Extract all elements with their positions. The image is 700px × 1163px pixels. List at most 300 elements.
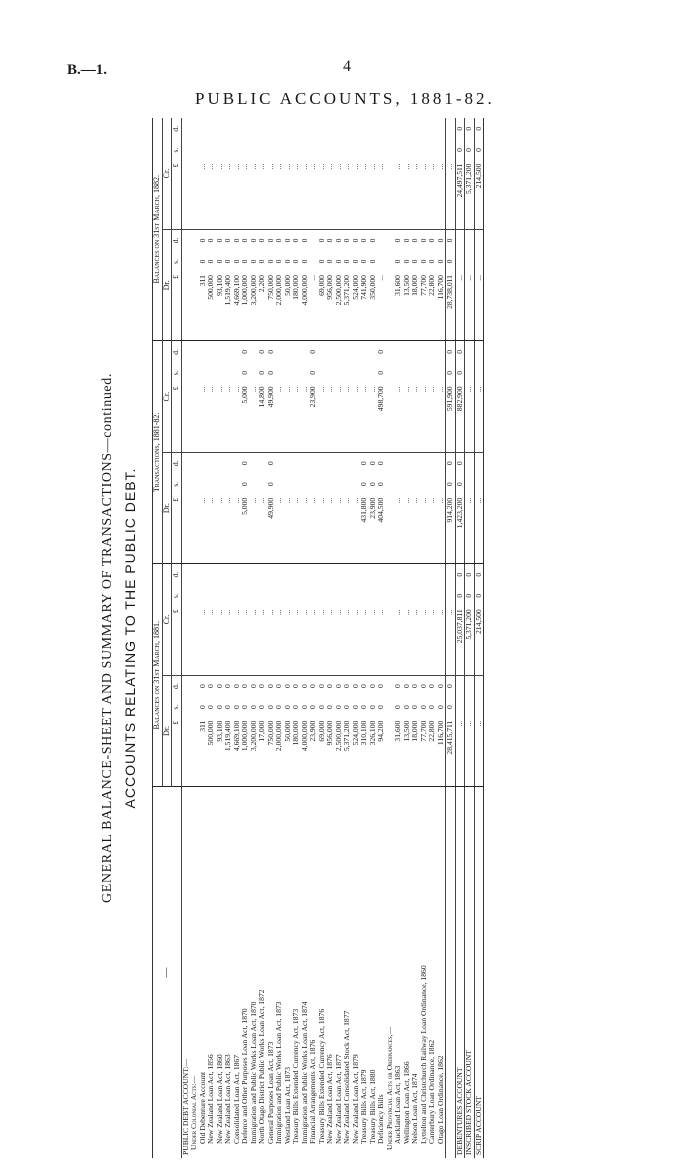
amount-cell: 25,037,811	[455, 606, 465, 675]
amount-cell: ...	[301, 161, 310, 230]
amount-cell: 5,371,200	[343, 272, 352, 341]
provincial-heading: Under Provincial Acts or Ordinances,—	[384, 1026, 394, 1150]
shillings-cell: 0	[282, 259, 292, 264]
amount-cell: 13,500	[403, 272, 412, 341]
amount-cell: ...	[369, 606, 378, 675]
amount-cell: 750,000	[267, 718, 276, 787]
shillings-cell: 0	[455, 585, 465, 606]
amount-cell: 69,000	[318, 718, 327, 787]
pence-cell: 0	[274, 684, 283, 689]
amount-cell: ...	[446, 606, 456, 675]
amount-cell: ...	[216, 161, 225, 230]
amount-cell: 18,000	[411, 272, 420, 341]
pence-cell: 0	[418, 684, 428, 689]
amount-cell: ...	[207, 383, 216, 452]
amount-cell: ...	[224, 383, 233, 452]
row-label: Treasury Bills Act, 1880	[367, 1069, 377, 1144]
shillings-cell: 0	[418, 259, 428, 264]
amount-cell: ...	[437, 161, 446, 230]
shillings-cell: 0	[350, 705, 360, 709]
amount-cell: 310,100	[360, 718, 369, 787]
shillings-cell: 0	[197, 259, 207, 264]
amount-cell: ...	[335, 606, 344, 675]
pence-cell: 0	[401, 684, 411, 689]
pence-cell: 0	[342, 238, 351, 243]
unit-pence: d.	[171, 571, 180, 578]
shillings-cell: 0	[455, 139, 465, 160]
amount-cell: ...	[394, 606, 403, 675]
shillings-cell: 0	[308, 370, 317, 375]
table-row	[377, 118, 386, 1158]
row-label: Immigration and Public Works Loan Act, 1873	[274, 1001, 283, 1144]
pence-cell: 0	[333, 238, 343, 243]
shillings-cell: 0	[316, 259, 326, 264]
shillings-cell: 0	[446, 696, 456, 717]
row-label: New Zealand Loan Act, 1876	[325, 1054, 334, 1144]
pence-cell: 0	[214, 684, 224, 689]
unit-pence: d.	[171, 683, 180, 689]
unit-pound: £	[172, 495, 182, 564]
amount-cell: 914,200	[446, 495, 456, 564]
pence-cell: 0	[446, 230, 456, 251]
amount-cell: ...	[360, 383, 369, 452]
pence-cell: 0	[367, 684, 377, 689]
shillings-cell: 0	[401, 705, 411, 709]
amount-cell: ...	[318, 495, 327, 564]
amount-cell: ...	[207, 606, 216, 675]
amount-cell: ...	[437, 383, 446, 452]
amount-cell: 22,800	[428, 718, 437, 787]
amount-cell: 180,000	[292, 272, 301, 341]
amount-cell: ...	[411, 606, 420, 675]
amount-cell: ...	[474, 495, 484, 564]
table-row	[352, 118, 361, 1158]
row-label: Otago Loan Ordinance, 1862	[435, 1055, 445, 1144]
amount-cell: ...	[394, 383, 403, 452]
shillings-cell: 0	[435, 259, 445, 264]
shillings-cell: 0	[367, 705, 377, 709]
shillings-cell: 0	[427, 259, 436, 264]
unit-pound: £	[172, 272, 182, 341]
amount-cell: 591,900	[446, 383, 456, 452]
row-label: New Zealand Loan Act, 1860	[214, 1054, 224, 1144]
shillings-cell: 0	[240, 370, 249, 375]
row-label: Nelson Loan Act, 1874	[410, 1073, 419, 1144]
pence-cell: 0	[257, 684, 266, 689]
pence-cell: 0	[465, 118, 475, 139]
pence-cell: 0	[257, 349, 266, 354]
table-row	[360, 118, 369, 1158]
pence-cell: 0	[248, 238, 258, 243]
amount-cell: 77,700	[420, 718, 429, 787]
shillings-cell: 0	[455, 474, 465, 495]
amount-cell: ...	[428, 495, 437, 564]
group-header-transactions: Transactions, 1881-82.	[153, 341, 163, 564]
amount-cell: ...	[465, 495, 475, 564]
pence-cell: 0	[393, 684, 402, 689]
pence-cell: 0	[325, 238, 334, 243]
amount-cell: ...	[326, 606, 335, 675]
shillings-cell: 0	[474, 585, 484, 606]
shillings-cell: 0	[435, 705, 445, 709]
row-label: New Zealand Loan Act, 1877	[333, 1054, 343, 1144]
pence-cell: 0	[223, 684, 232, 689]
table-row	[301, 118, 310, 1158]
row-label: Westland Loan Act, 1873	[282, 1067, 292, 1144]
amount-cell: ...	[455, 272, 465, 341]
shillings-cell: 0	[316, 705, 326, 709]
amount-cell: ...	[465, 718, 475, 787]
amount-cell: ...	[241, 161, 250, 230]
amount-cell: ...	[403, 383, 412, 452]
amount-cell: 49,900	[267, 495, 276, 564]
shillings-cell: 0	[274, 259, 283, 264]
amount-cell: 4,000,000	[301, 718, 310, 787]
table-row	[318, 118, 327, 1158]
shillings-cell: 0	[206, 259, 215, 264]
amount-cell: ...	[309, 272, 318, 341]
row-label: Immigration and Public Works Loan Act, 1874	[299, 1001, 309, 1144]
amount-cell: ...	[420, 161, 429, 230]
shillings-cell: 0	[325, 259, 334, 264]
unit-pound: £	[172, 161, 182, 230]
row-label: Defence and Other Purposes Loan Act, 1870	[240, 1008, 249, 1144]
pence-cell: 0	[214, 238, 224, 243]
row-label: Immigration and Public Works Loan Act, 1870	[248, 1001, 258, 1144]
amount-cell: 1,519,400	[224, 272, 233, 341]
pence-cell: 0	[446, 675, 456, 696]
amount-cell: 500,000	[207, 272, 216, 341]
shillings-cell: 0	[376, 482, 385, 487]
amount-cell: 2,200	[258, 272, 267, 341]
row-label: New Zealand Consolidated Stock Act, 1877	[342, 1010, 351, 1144]
pence-cell: 0	[274, 238, 283, 243]
amount-cell: ...	[369, 161, 378, 230]
shillings-cell: 0	[455, 362, 465, 383]
amount-cell: 741,900	[360, 272, 369, 341]
unit-shillings: s.	[171, 704, 180, 710]
amount-cell: ...	[250, 161, 259, 230]
amount-cell: ...	[411, 161, 420, 230]
col-b1-cr: Cr.	[162, 564, 172, 675]
unit-pence: d.	[171, 460, 180, 467]
shillings-cell: 0	[291, 259, 300, 264]
amount-cell: 498,700	[377, 383, 386, 452]
amount-cell: 17,000	[258, 718, 267, 787]
shillings-cell: 0	[350, 259, 360, 264]
unit-pound: £	[172, 718, 182, 787]
amount-cell: 49,900	[267, 383, 276, 452]
amount-cell: ...	[292, 161, 301, 230]
amount-cell: ...	[335, 161, 344, 230]
unit-shillings: s.	[171, 593, 180, 599]
amount-cell: ...	[360, 606, 369, 675]
amount-cell: 28,415,711	[446, 718, 456, 787]
shillings-cell: 0	[446, 362, 456, 383]
amount-cell: 214,500	[474, 606, 484, 675]
amount-cell: ...	[233, 606, 242, 675]
group-header-1882: Balances on 31st March, 1882.	[153, 118, 163, 341]
shillings-cell: 0	[376, 370, 385, 375]
balance-sheet	[100, 118, 615, 1158]
amount-cell: 1,519,400	[224, 718, 233, 787]
amount-cell: 350,000	[369, 272, 378, 341]
amount-cell: 13,500	[403, 718, 412, 787]
amount-cell: 24,497,511	[455, 161, 465, 230]
amount-cell: 4,000,000	[301, 272, 310, 341]
amount-cell: 750,000	[267, 272, 276, 341]
amount-cell: ...	[394, 495, 403, 564]
account-row	[474, 118, 484, 1158]
amount-cell: ...	[343, 161, 352, 230]
shillings-cell: 0	[231, 259, 241, 264]
pence-cell: 0	[427, 684, 436, 689]
amount-cell: ...	[474, 272, 484, 341]
amount-cell: 311	[199, 718, 208, 787]
pence-cell: 0	[206, 684, 215, 689]
amount-cell: ...	[292, 383, 301, 452]
amount-cell: ...	[326, 161, 335, 230]
amount-cell: 116,700	[437, 272, 446, 341]
amount-cell: 22,800	[428, 272, 437, 341]
row-label: Old Debenture Account	[197, 1071, 207, 1144]
pence-cell: 0	[350, 238, 360, 243]
shillings-cell: 0	[206, 705, 215, 709]
pence-cell: 0	[240, 349, 249, 354]
amount-cell: 50,000	[284, 272, 293, 341]
pence-cell: 0	[435, 238, 445, 243]
table-row	[216, 118, 225, 1158]
amount-cell: ...	[420, 495, 429, 564]
pence-cell: 0	[231, 684, 241, 689]
shillings-cell: 0	[446, 251, 456, 272]
amount-cell: ...	[437, 606, 446, 675]
amount-cell: ...	[275, 606, 284, 675]
amount-cell: ...	[428, 161, 437, 230]
totals-row	[446, 118, 456, 1158]
amount-cell: ...	[258, 606, 267, 675]
amount-cell: ...	[428, 606, 437, 675]
amount-cell: 431,800	[360, 495, 369, 564]
pence-cell: 0	[231, 238, 241, 243]
row-label: Treasury Bills Act, 1879	[359, 1069, 368, 1144]
amount-cell: ...	[455, 718, 465, 787]
amount-cell: ...	[275, 495, 284, 564]
pence-cell: 0	[265, 461, 275, 466]
amount-cell: ...	[352, 495, 361, 564]
amount-cell: ...	[216, 606, 225, 675]
shillings-cell: 0	[325, 705, 334, 709]
amount-cell: ...	[301, 495, 310, 564]
shillings-cell: 0	[248, 259, 258, 264]
shillings-cell: 0	[265, 370, 275, 375]
amount-cell: 31,600	[394, 272, 403, 341]
pence-cell: 0	[465, 564, 475, 585]
account-row	[465, 118, 475, 1158]
pence-cell: 0	[308, 349, 317, 354]
pence-cell: 0	[418, 238, 428, 243]
amount-cell: ...	[284, 606, 293, 675]
table-row	[258, 118, 267, 1158]
pence-cell: 0	[316, 238, 326, 243]
pence-cell: 0	[265, 349, 275, 354]
pence-cell: 0	[257, 238, 266, 243]
amount-cell: ...	[318, 161, 327, 230]
table-row	[284, 118, 293, 1158]
amount-cell: ...	[428, 383, 437, 452]
pence-cell: 0	[240, 238, 249, 243]
amount-cell: 77,700	[420, 272, 429, 341]
amount-cell: ...	[224, 495, 233, 564]
amount-cell: 93,100	[216, 272, 225, 341]
pence-cell: 0	[401, 238, 411, 243]
pence-cell: 0	[376, 684, 385, 689]
amount-cell: ...	[267, 161, 276, 230]
amount-cell: ...	[301, 383, 310, 452]
pence-cell: 0	[455, 564, 465, 585]
amount-cell: 326,100	[369, 718, 378, 787]
shillings-cell: 0	[265, 482, 275, 487]
public-debt-table	[152, 118, 484, 1158]
amount-cell: ...	[241, 606, 250, 675]
pence-cell: 0	[410, 238, 419, 243]
amount-cell: ...	[411, 495, 420, 564]
pence-cell: 0	[333, 684, 343, 689]
amount-cell: ...	[275, 161, 284, 230]
amount-cell: ...	[411, 383, 420, 452]
amount-cell: ...	[258, 495, 267, 564]
pence-cell: 0	[455, 452, 465, 473]
pence-cell: 0	[342, 684, 351, 689]
amount-cell: 3,200,000	[250, 718, 259, 787]
amount-cell: ...	[199, 495, 208, 564]
pence-cell: 0	[367, 238, 377, 243]
row-label: Financial Arrangements Act, 1876	[308, 1039, 317, 1144]
shillings-cell: 0	[367, 482, 377, 487]
shillings-cell: 0	[393, 259, 402, 264]
shillings-cell: 0	[299, 705, 309, 709]
pence-cell: 0	[223, 238, 232, 243]
table-row	[437, 118, 446, 1158]
pence-cell: 0	[367, 461, 377, 466]
amount-cell: 2,000,000	[275, 272, 284, 341]
amount-cell: ...	[309, 161, 318, 230]
account-label: INSCRIBED STOCK ACCOUNT	[465, 787, 475, 1158]
amount-cell: ...	[318, 606, 327, 675]
shillings-cell: 0	[257, 370, 266, 375]
shillings-cell: 0	[342, 259, 351, 264]
shillings-cell: 0	[446, 474, 456, 495]
amount-cell: 3,200,000	[250, 272, 259, 341]
pence-cell: 0	[455, 118, 465, 139]
row-label: Consolidated Loan Act, 1867	[231, 1054, 241, 1144]
shillings-cell: 0	[308, 705, 317, 709]
pence-cell: 0	[206, 238, 215, 243]
amount-cell: 23,900	[309, 718, 318, 787]
caption-line-1: GENERAL BALANCE-SHEET AND SUMMARY OF TRANSACTIONS—continued.	[100, 373, 115, 903]
unit-pence: d.	[171, 237, 180, 244]
shillings-cell: 0	[474, 139, 484, 160]
shillings-cell: 0	[410, 259, 419, 264]
table-row	[420, 118, 429, 1158]
amount-cell: 69,000	[318, 272, 327, 341]
amount-cell: ...	[292, 495, 301, 564]
amount-cell: 2,000,000	[275, 718, 284, 787]
page-title: PUBLIC ACCOUNTS, 1881-82.	[195, 89, 495, 108]
amount-cell: 2,500,000	[335, 272, 344, 341]
pence-cell: 0	[393, 238, 402, 243]
shillings-cell: 0	[465, 585, 475, 606]
table-row	[343, 118, 352, 1158]
shillings-cell: 0	[274, 705, 283, 709]
table-row	[275, 118, 284, 1158]
shillings-cell: 0	[393, 705, 402, 709]
amount-cell: ...	[207, 495, 216, 564]
shillings-cell: 0	[248, 705, 258, 709]
caption-line-2: ACCOUNTS RELATING TO THE PUBLIC DEBT.	[122, 467, 138, 809]
shillings-cell: 0	[465, 139, 475, 160]
amount-cell: 5,371,200	[343, 718, 352, 787]
pence-cell: 0	[299, 238, 309, 243]
pence-cell: 0	[291, 684, 300, 689]
amount-cell: ...	[403, 495, 412, 564]
row-label: North Otago District Public Works Loan Act, 1872	[257, 989, 266, 1144]
shillings-cell: 0	[299, 259, 309, 264]
unit-shillings: s.	[171, 370, 180, 376]
amount-cell: 94,200	[377, 718, 386, 787]
shillings-cell: 0	[223, 705, 232, 709]
row-label: Wellington Loan Act, 1866	[401, 1061, 411, 1144]
pence-cell: 0	[474, 564, 484, 585]
amount-cell: ...	[343, 383, 352, 452]
amount-cell: 1,000,000	[241, 718, 250, 787]
shillings-cell: 0	[333, 259, 343, 264]
row-label: Lyttelton and Christchurch Railway Loan Ordinance, 1860	[418, 965, 428, 1144]
amount-cell: 1,000,000	[241, 272, 250, 341]
amount-cell: 5,000	[241, 383, 250, 452]
amount-cell: ...	[224, 161, 233, 230]
amount-cell: ...	[420, 606, 429, 675]
unit-shillings: s.	[171, 147, 180, 153]
amount-cell: 23,900	[309, 383, 318, 452]
amount-cell: 4,669,100	[233, 272, 242, 341]
row-label: Canterbury Loan Ordinance, 1862	[427, 1039, 436, 1144]
amount-cell: ...	[275, 383, 284, 452]
amount-cell: ...	[284, 161, 293, 230]
amount-cell: 5,000	[241, 495, 250, 564]
amount-cell: 311	[199, 272, 208, 341]
pence-cell: 0	[282, 684, 292, 689]
amount-cell: ...	[199, 383, 208, 452]
amount-cell: ...	[352, 606, 361, 675]
amount-cell: ...	[199, 606, 208, 675]
amount-cell: 18,000	[411, 718, 420, 787]
amount-cell: ...	[377, 272, 386, 341]
amount-cell: ...	[335, 495, 344, 564]
pence-cell: 0	[197, 238, 207, 243]
row-label: New Zealand Loan Act, 1856	[206, 1054, 215, 1144]
table-row	[428, 118, 437, 1158]
amount-cell: 524,000	[352, 272, 361, 341]
shillings-cell: 0	[291, 705, 300, 709]
pence-cell: 0	[248, 684, 258, 689]
amount-cell: ...	[250, 495, 259, 564]
amount-cell: ...	[258, 161, 267, 230]
account-label: DEBENTURES ACCOUNT	[455, 787, 465, 1158]
amount-cell: 2,500,000	[335, 718, 344, 787]
shillings-cell: 0	[265, 705, 275, 709]
pence-cell: 0	[474, 118, 484, 139]
